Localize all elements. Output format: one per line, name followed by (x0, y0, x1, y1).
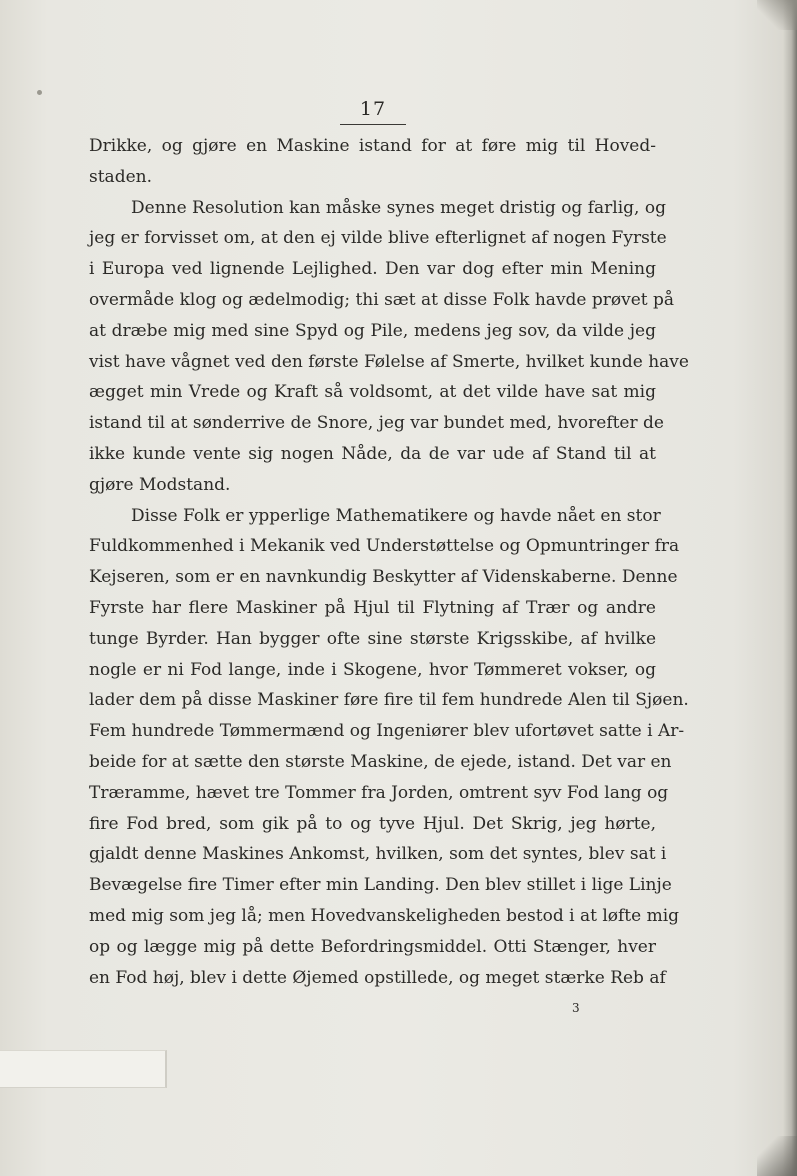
text-line: ikke kunde vente sig nogen Nåde, da de var ude af Stand til at (89, 443, 656, 464)
text-line: overmåde klog og ædelmodig; thi sæt at disse Folk havde prøvet på (89, 289, 675, 310)
page-corner-top (757, 0, 797, 30)
text-line: Fem hundrede Tømmermænd og Ingeniører blev ufortøvet satte i Ar- (89, 721, 685, 742)
text-line: Kejseren, som er en navnkundig Beskytter af Videnskaberne. Denne (89, 567, 678, 588)
text-line: istand til at sønderrive de Snore, jeg var bundet med, hvorefter de (89, 413, 664, 434)
text-line: gjøre Modstand. (89, 474, 231, 495)
text-line: Drikke, og gjøre en Maskine istand for at føre mig til Hoved- (89, 136, 656, 156)
text-line: lader dem på disse Maskiner føre fire til fem hundrede Alen til Sjøen. (89, 690, 689, 711)
text-line: beide for at sætte den største Maskine, de ejede, istand. Det var en (89, 751, 672, 772)
text-line: med mig som jeg lå; men Hovedvanskeligheden bestod i at løfte mig (89, 905, 680, 926)
text-line: tunge Byrder. Han bygger ofte sine største Krigsskibe, af hvilke (89, 628, 656, 649)
text-line: ægget min Vrede og Kraft så voldsomt, at det vilde have sat mig (89, 382, 656, 403)
text-line: Bevægelse fire Timer efter min Landing. Den blev stillet i lige Linje (89, 875, 672, 896)
text-line: vist have vågnet ved den første Følelse af Smerte, hvilket kunde have (89, 351, 689, 372)
page-edge-shadow (783, 0, 797, 1176)
text-line: Fuldkommenhed i Mekanik ved Understøttelse og Opmuntringer fra (89, 536, 680, 557)
paper-strip (0, 1050, 167, 1088)
text-line: i Europa ved lignende Lejlighed. Den var dog efter min Mening (89, 259, 656, 280)
paper-speck (37, 90, 42, 95)
signature-mark: 3 (572, 1001, 580, 1015)
text-line: jeg er forvisset om, at den ej vilde blive efterlignet af nogen Fyrste (89, 228, 667, 249)
text-line: Disse Folk er ypperlige Mathematikere og havde nået en stor (131, 505, 661, 526)
text-line: Træramme, hævet tre Tommer fra Jorden, omtrent syv Fod lang og (89, 782, 669, 803)
text-line: op og lægge mig på dette Befordringsmiddel. Otti Stænger, hver (89, 936, 656, 957)
page-number: 17 (340, 98, 406, 125)
text-line: Denne Resolution kan måske synes meget dristig og farlig, og (131, 197, 666, 218)
text-line: en Fod høj, blev i dette Øjemed opstillede, og meget stærke Reb af (89, 967, 666, 988)
text-line: at dræbe mig med sine Spyd og Pile, medens jeg sov, da vilde jeg (89, 320, 656, 341)
text-line: Fyrste har flere Maskiner på Hjul til Flytning af Trær og andre (89, 597, 656, 618)
text-line: gjaldt denne Maskines Ankomst, hvilken, som det syntes, blev sat i (89, 844, 667, 865)
body-text (89, 131, 689, 993)
text-line: fire Fod bred, som gik på to og tyve Hjul. Det Skrig, jeg hørte, (89, 813, 656, 834)
text-line: staden. (89, 166, 152, 187)
page-corner-bottom (757, 1136, 797, 1176)
text-line: nogle er ni Fod lange, inde i Skogene, hvor Tømmeret vokser, og (89, 659, 656, 680)
